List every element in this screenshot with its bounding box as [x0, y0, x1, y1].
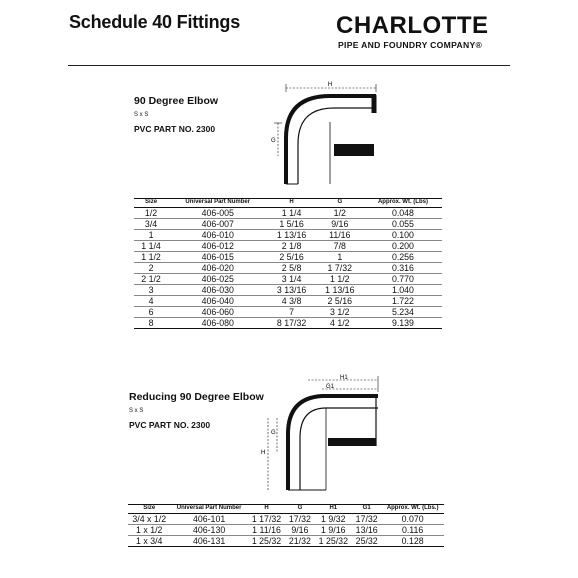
table-cell: 2	[134, 263, 168, 274]
table-cell: 0.116	[381, 525, 444, 536]
table-cell: 1 9/16	[315, 525, 353, 536]
table-cell: 1.040	[364, 285, 442, 296]
table-cell: 0.128	[381, 536, 444, 547]
table-cell: 7/8	[316, 241, 364, 252]
table-cell: 1 1/4	[134, 241, 168, 252]
column-header: Size	[134, 199, 168, 208]
table-cell: 0.316	[364, 263, 442, 274]
column-header: G	[285, 505, 314, 514]
table-cell: 1 x 1/2	[128, 525, 170, 536]
table-cell: 9/16	[316, 219, 364, 230]
table-cell: 1/2	[134, 208, 168, 219]
table-cell: 0.200	[364, 241, 442, 252]
table-cell: 406-131	[170, 536, 247, 547]
table-row	[134, 318, 442, 329]
elbow-part-number: PVC PART NO. 2300	[134, 124, 216, 134]
table-cell: 3 13/16	[267, 285, 315, 296]
table-cell: 0.770	[364, 274, 442, 285]
column-header: Approx. Wt. (Lbs)	[364, 199, 442, 208]
table-cell: 11/16	[316, 230, 364, 241]
reducing-table	[128, 504, 444, 547]
column-header: G1	[352, 505, 381, 514]
table-cell: 1 9/32	[315, 514, 353, 525]
table-cell: 2 5/8	[267, 263, 315, 274]
table-cell: 406-020	[168, 263, 267, 274]
table-cell: 1 1/4	[267, 208, 315, 219]
table-cell: 21/32	[285, 536, 314, 547]
table-row	[134, 296, 442, 307]
table-cell: 4 1/2	[316, 318, 364, 329]
table-cell: 0.070	[381, 514, 444, 525]
table-cell: 1	[134, 230, 168, 241]
table-cell: 406-130	[170, 525, 247, 536]
reducing-h1-label: H1	[340, 375, 348, 381]
reducing-g-label: G	[271, 430, 276, 436]
table-cell: 25/32	[352, 536, 381, 547]
table-cell: 0.048	[364, 208, 442, 219]
reducing-g1-label: G1	[326, 384, 335, 390]
table-cell: 9/16	[285, 525, 314, 536]
table-cell: 4	[134, 296, 168, 307]
elbow-g-label: G	[271, 138, 276, 144]
reducing-part-number: PVC PART NO. 2300	[129, 420, 211, 430]
table-cell: 6	[134, 307, 168, 318]
table-cell: 0.100	[364, 230, 442, 241]
table-cell: 1 1/2	[134, 252, 168, 263]
column-header: Approx. Wt. (Lbs.)	[381, 505, 444, 514]
table-cell: 406-060	[168, 307, 267, 318]
table-cell: 3/4	[134, 219, 168, 230]
table-row	[134, 274, 442, 285]
table-cell: 406-040	[168, 296, 267, 307]
reducing-elbow-diagram	[260, 372, 392, 496]
table-cell: 406-080	[168, 318, 267, 329]
brand-subtitle: PIPE AND FOUNDRY COMPANY®	[338, 40, 483, 50]
table-cell: 2 1/2	[134, 274, 168, 285]
table-row	[134, 307, 442, 318]
reducing-subtitle: S x S	[129, 408, 144, 414]
elbow-h-label: H	[327, 82, 333, 88]
column-header: H	[267, 199, 315, 208]
table-row	[134, 285, 442, 296]
table-cell: 8	[134, 318, 168, 329]
table-cell: 1 5/16	[267, 219, 315, 230]
table-cell: 7	[267, 307, 315, 318]
table-row	[134, 241, 442, 252]
column-header: G	[316, 199, 364, 208]
table-cell: 406-015	[168, 252, 267, 263]
table-row	[134, 208, 442, 219]
elbow-table	[134, 198, 442, 329]
reducing-title: Reducing 90 Degree Elbow	[129, 391, 264, 403]
header-divider	[68, 65, 510, 66]
column-header: Universal Part Number	[168, 199, 267, 208]
table-cell: 3 1/4	[267, 274, 315, 285]
column-header: Universal Part Number	[170, 505, 247, 514]
page-title: Schedule 40 Fittings	[69, 12, 241, 32]
table-cell: 406-005	[168, 208, 267, 219]
table-cell: 406-012	[168, 241, 267, 252]
table-cell: 1.722	[364, 296, 442, 307]
elbow-diagram	[268, 78, 384, 190]
table-cell: 8 17/32	[267, 318, 315, 329]
table-cell: 17/32	[285, 514, 314, 525]
table-row	[128, 536, 444, 547]
table-cell: 406-030	[168, 285, 267, 296]
table-row	[128, 525, 444, 536]
table-cell: 13/16	[352, 525, 381, 536]
table-cell: 406-010	[168, 230, 267, 241]
table-cell: 1 17/32	[248, 514, 286, 525]
table-cell: 2 5/16	[316, 296, 364, 307]
table-cell: 1 7/32	[316, 263, 364, 274]
table-row	[134, 219, 442, 230]
table-cell: 1 13/16	[267, 230, 315, 241]
table-cell: 1 13/16	[316, 285, 364, 296]
table-cell: 0.256	[364, 252, 442, 263]
column-header: H1	[315, 505, 353, 514]
table-cell: 3/4 x 1/2	[128, 514, 170, 525]
table-cell: 1 25/32	[315, 536, 353, 547]
table-cell: 4 3/8	[267, 296, 315, 307]
table-cell: 1 11/16	[248, 525, 286, 536]
table-cell: 17/32	[352, 514, 381, 525]
table-cell: 1 1/2	[316, 274, 364, 285]
table-row	[134, 230, 442, 241]
table-cell: 3 1/2	[316, 307, 364, 318]
table-row	[134, 263, 442, 274]
table-cell: 406-025	[168, 274, 267, 285]
table-cell: 2 5/16	[267, 252, 315, 263]
table-cell: 1/2	[316, 208, 364, 219]
table-cell: 1 x 3/4	[128, 536, 170, 547]
table-cell: 5.234	[364, 307, 442, 318]
table-cell: 1 25/32	[248, 536, 286, 547]
table-cell: 0.055	[364, 219, 442, 230]
column-header: H	[248, 505, 286, 514]
table-cell: 406-101	[170, 514, 247, 525]
reducing-h-label: H	[261, 450, 266, 456]
table-cell: 2 1/8	[267, 241, 315, 252]
brand-logo: CHARLOTTE	[336, 12, 489, 39]
table-cell: 3	[134, 285, 168, 296]
table-row	[134, 252, 442, 263]
elbow-title: 90 Degree Elbow	[134, 95, 219, 107]
table-cell: 9.139	[364, 318, 442, 329]
elbow-subtitle: S x S	[134, 112, 149, 118]
table-cell: 406-007	[168, 219, 267, 230]
column-header: Size	[128, 505, 170, 514]
table-row	[128, 514, 444, 525]
table-cell: 1	[316, 252, 364, 263]
